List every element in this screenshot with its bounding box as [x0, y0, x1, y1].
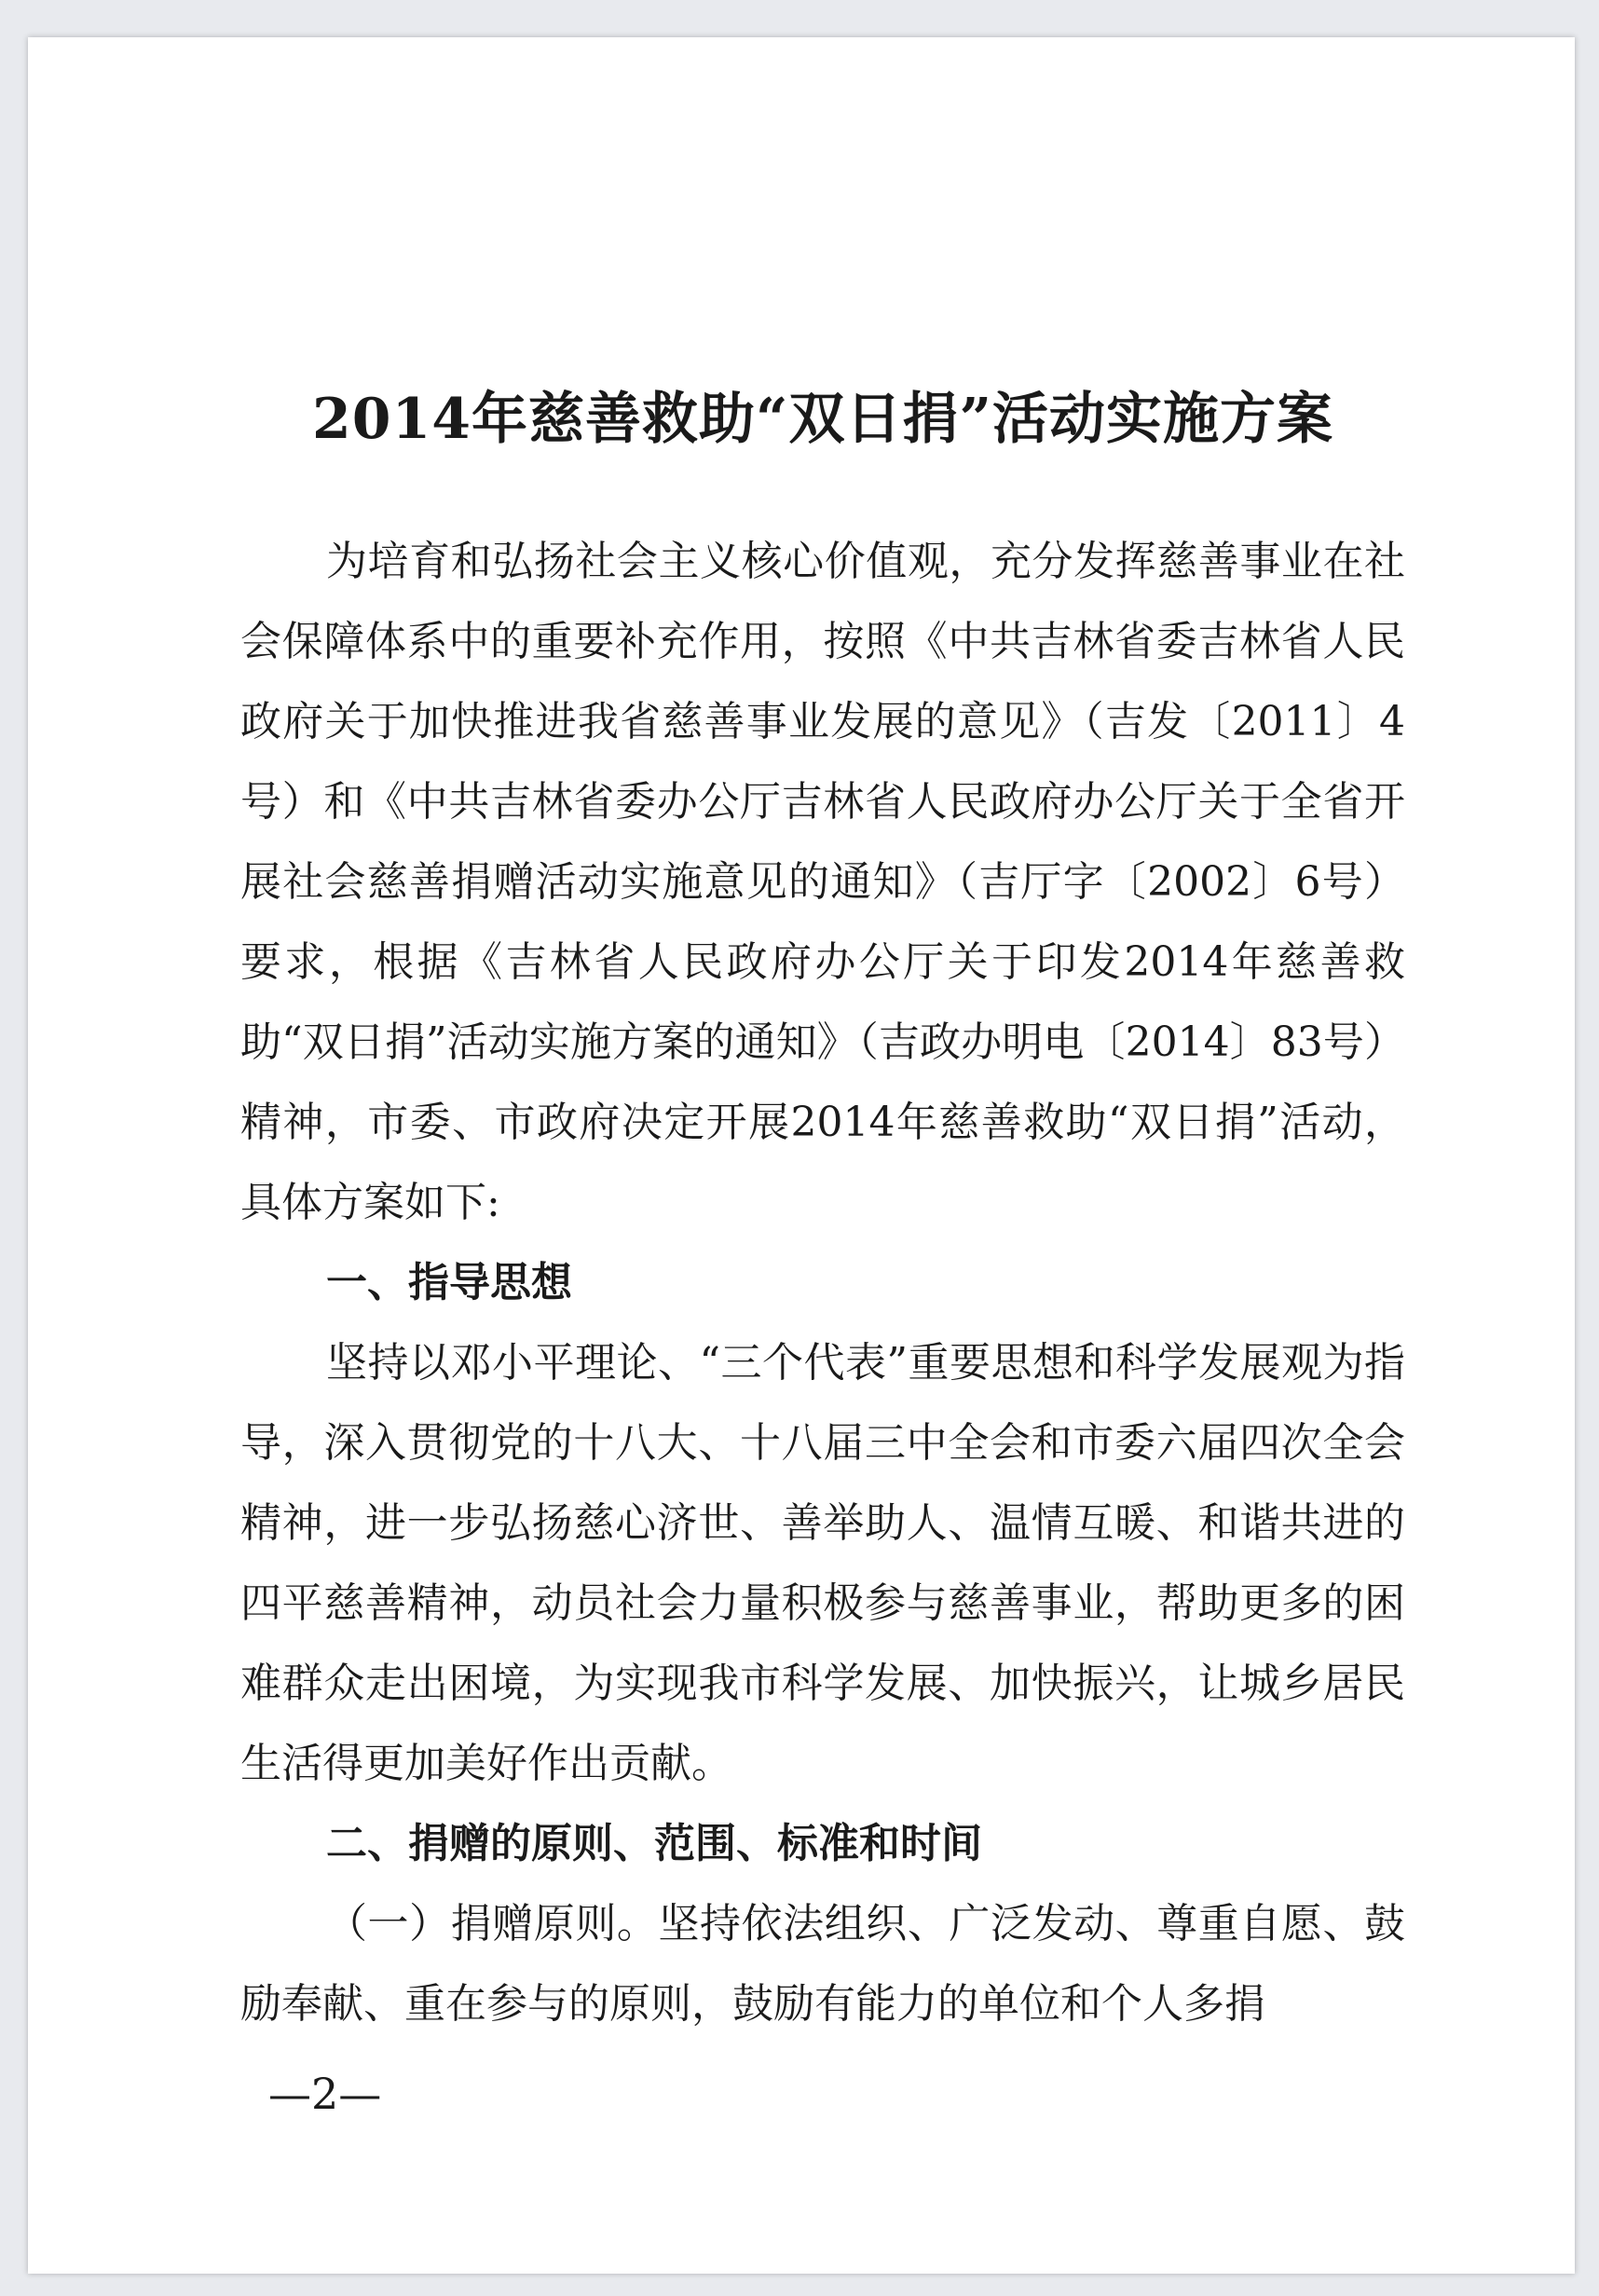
section-heading-donation-principles: 二、捐赠的原则、范围、标准和时间: [326, 1820, 982, 1867]
intro-paragraph: 为培育和弘扬社会主义核心价值观，充分发挥慈善事业在社会保障体系中的重要补充作用，按照《中共吉林省委吉林省人民政府关于加快推进我省慈善事业发展的意见》（吉发〔2011〕4号）和《中共吉林省委办公厅吉林省人民政府办公厅关于全省开展社会慈善捐赠活动实施意见的通知》（吉厅字〔2002〕6号）要求，根据《吉林省人民政府办公厅关于印发2014年慈善救助“双日捐”活动实施方案的通知》（吉政办明电〔2014〕83号）精神，市委、市政府决定开展2014年慈善救助“双日捐”活动，具体方案如下:: [240, 538, 1405, 1226]
document-title: 2014年慈善救助“双日捐”活动实施方案: [311, 387, 1333, 452]
donation-principles-paragraph: （一）捐赠原则。坚持依法组织、广泛发动、尊重自愿、鼓励奉献、重在参与的原则，鼓励有能力的单位和个人多捐: [240, 1900, 1405, 2028]
section-heading-guiding-ideology: 一、指导思想: [326, 1259, 572, 1306]
page-number: —2—: [268, 2069, 382, 2119]
document-page: [28, 37, 1575, 2274]
document-body: [240, 373, 1405, 2044]
guiding-ideology-paragraph: 坚持以邓小平理论、“三个代表”重要思想和科学发展观为指导，深入贯彻党的十八大、十八届三中全会和市委六届四次全会精神，进一步弘扬慈心济世、善举助人、温情互暖、和谐共进的四平慈善精神，动员社会力量积极参与慈善事业，帮助更多的困难群众走出困境，为实现我市科学发展、加快振兴，让城乡居民生活得更加美好作出贡献。: [240, 1339, 1405, 1787]
